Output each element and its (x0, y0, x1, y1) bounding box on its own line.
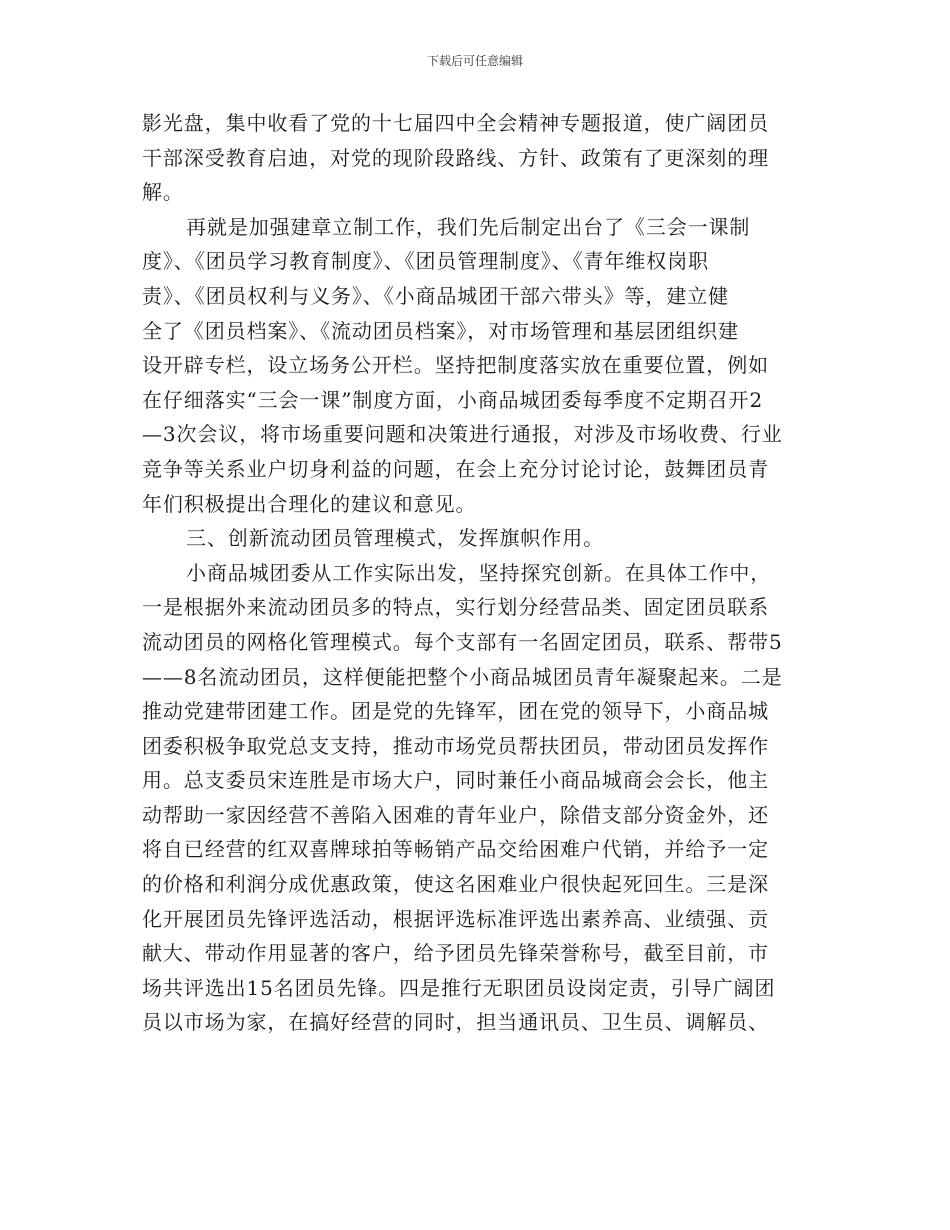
text-line: 设开辟专栏，设立场务公开栏。坚持把制度落实放在重要位置，例如 (142, 353, 769, 378)
text-line: 动帮助一家因经营不善陷入困难的青年业户，除借支部分资金外，还 (142, 802, 769, 827)
text-line: 年们积极提出合理化的建议和意见。 (142, 491, 477, 516)
text-line: 在仔细落实“三会一课”制度方面，小商品城团委每季度不定期召开2 (142, 387, 764, 412)
text-line: 场共评选出15名团员先锋。四是推行无职团员设岗定责，引导广阔团 (142, 975, 776, 1000)
text-line: 推动党建带团建工作。团是党的先锋军，团在党的领导下，小商品城 (142, 699, 769, 724)
text-line: 献大、带动作用显著的客户，给予团员先锋荣誉称号，截至目前，市 (142, 941, 769, 966)
text-line: 影光盘，集中收看了党的十七届四中全会精神专题报道，使广阔团员 (142, 111, 769, 135)
text-line: 全了《团员档案》、《流动团员档案》，对市场管理和基层团组织建 (142, 318, 739, 343)
text-line: 团委积极争取党总支支持，推动市场党员帮扶团员，带动团员发挥作 (142, 733, 769, 758)
text-line: 一是根据外来流动团员多的特点，实行划分经营品类、固定团员联系 (142, 595, 769, 620)
text-line: 解。 (142, 180, 184, 205)
text-line: 的价格和利润分成优惠政策，使这名困难业户很快起死回生。三是深 (142, 872, 769, 897)
text-line: 干部深受教育启迪，对党的现阶段路线、方针、政策有了更深刻的理 (142, 145, 769, 170)
text-line: 化开展团员先锋评选活动，根据评选标准评选出素养高、业绩强、贡 (142, 906, 769, 931)
text-line: 竞争等关系业户切身利益的问题，在会上充分讨论讨论，鼓舞团员青 (142, 456, 769, 481)
text-line: 度》、《团员学习教育制度》、《团员管理制度》、《青年维权岗职 (142, 249, 709, 274)
text-line: 责》、《团员权利与义务》、《小商品城团干部六带头》等，建立健 (142, 283, 729, 308)
text-line: 将自已经营的红双喜牌球拍等畅销产品交给困难户代销，并给予一定 (142, 837, 769, 862)
text-line: 再就是加强建章立制工作，我们先后制定出台了《三会一课制 (186, 214, 751, 239)
text-line: 用。总支委员宋连胜是市场大户，同时兼任小商品城商会会长，他主 (142, 768, 769, 793)
page-header: 下载后可任意编辑 (426, 54, 523, 68)
text-line: —3次会议，将市场重要问题和决策进行通报，对涉及市场收费、行业 (142, 422, 783, 447)
document-body (142, 106, 808, 1040)
text-line: 小商品城团委从工作实际出发，坚持探究创新。在具体工作中， (186, 560, 772, 585)
text-line: 员以市场为家，在搞好经营的同时，担当通讯员、卫生员、调解员、 (142, 1010, 769, 1035)
text-line: 三、创新流动团员管理模式，发挥旗帜作用。 (186, 526, 604, 551)
text-line: ——8名流动团员，这样便能把整个小商品城团员青年凝聚起来。二是 (142, 664, 783, 689)
text-line: 流动团员的网格化管理模式。每个支部有一名固定团员，联系、帮带5 (142, 629, 783, 654)
